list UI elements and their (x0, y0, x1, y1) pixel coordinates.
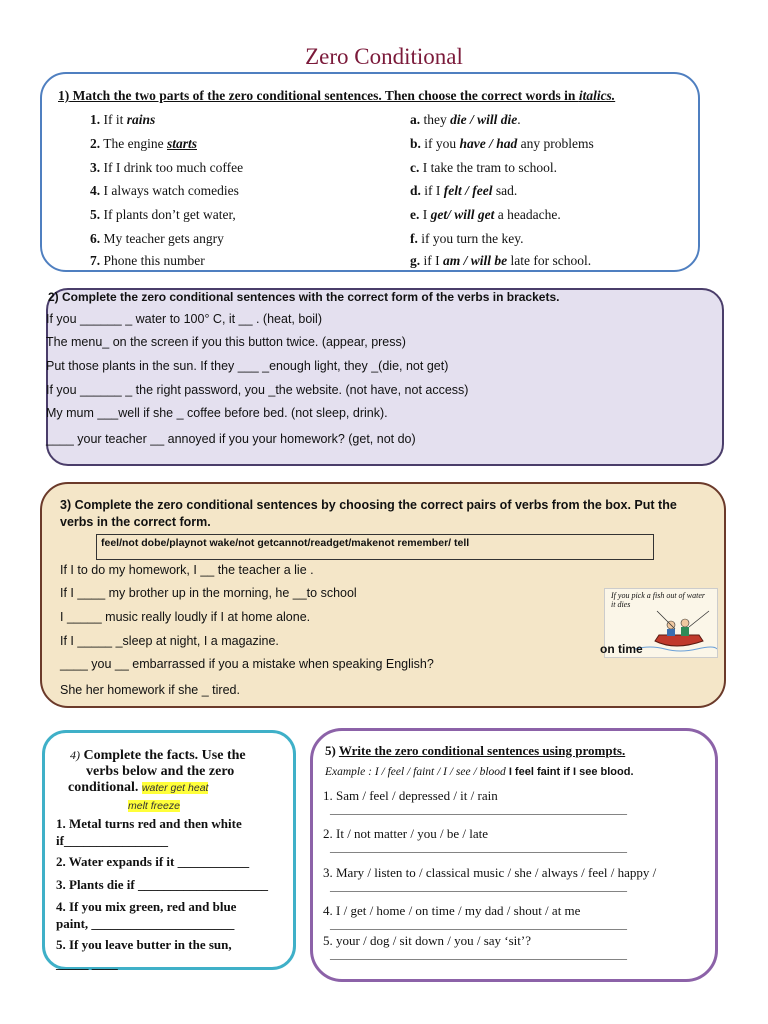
match-item-4: 4. I always watch comedies (90, 183, 239, 198)
match-option-f: f. if you turn the key. (410, 231, 524, 246)
verb-box: feel/not dobe/playnot wake/not getcannot/readget/makenot remember/ tell (96, 534, 654, 560)
exercise-5-answer-line: ______________________________________________________ (330, 804, 627, 816)
exercise-2-sentence: The menu_ on the screen if you this button twice. (appear, press) (46, 335, 406, 349)
exercise-1-instruction: 1) Match the two parts of the zero conditional sentences. Then choose the correct words in italics. (58, 88, 616, 103)
exercise-4-instruction-line-3: conditional. water get heat (68, 780, 209, 795)
exercise-2-sentence: My mum ___well if she _ coffee before bed. (not sleep, drink). (46, 406, 388, 420)
exercise-3-sentence: If I to do my homework, I __ the teacher a lie . (60, 563, 314, 577)
page-title: Zero Conditional (305, 44, 463, 69)
exercise-5-prompt: 2. It / not matter / you / be / late (323, 826, 488, 841)
match-item-5: 5. If plants don’t get water, (90, 207, 236, 222)
illustration-caption: If you pick a fish out of water it dies (611, 591, 705, 609)
exercise-5-prompt: 4. I / get / home / on time / my dad / shout / at me (323, 903, 581, 918)
exercise-4-instruction-line-2: verbs below and the zero (86, 764, 235, 779)
exercise-4-instruction-line-1: 4) Complete the facts. Use the (70, 748, 246, 763)
exercise-2-sentence: If you ______ _ water to 100° C, it __ . (heat, boil) (46, 312, 322, 326)
match-option-g: g. if I am / will be late for school. (410, 253, 592, 268)
exercise-4-item: 3. Plants die if ____________________ (56, 877, 268, 892)
exercise-5-answer-line: ______________________________________________________ (330, 881, 627, 893)
exercise-5-answer-line: ______________________________________________________ (330, 842, 627, 854)
exercise-3-sentence: If I _____ _sleep at night, I a magazine. (60, 634, 279, 648)
illustration-label: on time (600, 642, 643, 656)
match-option-e: e. I get/ will get a headache. (410, 207, 561, 222)
exercise-2-sentence: ____ your teacher __ annoyed if you your homework? (get, not do) (46, 432, 416, 446)
exercise-5-prompt: 3. Mary / listen to / classical music / she / always / feel / happy / (323, 865, 657, 880)
exercise-3-instruction-line-1: 3) Complete the zero conditional sentences by choosing the correct pairs of verbs from the box. Put the (60, 498, 677, 512)
exercise-5-prompt: 5. your / dog / sit down / you / say ‘sit’? (323, 933, 531, 948)
exercise-2-sentence: If you ______ _ the right password, you _the website. (not have, not access) (46, 383, 469, 397)
exercise-4-item: 5. If you leave butter in the sun, (56, 937, 232, 952)
exercise-4-item: paint, ______________________ (56, 916, 235, 931)
match-item-1: 1. If it rains (90, 112, 156, 127)
exercise-5-example: Example : I / feel / faint / I / see / blood I feel faint if I see blood. (325, 766, 634, 778)
match-option-d: d. if I felt / feel sad. (410, 183, 518, 198)
exercise-3-sentence: I _____ music really loudly if I at home alone. (60, 610, 311, 624)
exercise-4-item: 1. Metal turns red and then white (56, 816, 242, 831)
exercise-4-item: if________________ (56, 833, 168, 848)
exercise-3-instruction-line-2: verbs in the correct form. (60, 515, 211, 529)
exercise-5-instruction: 5) Write the zero conditional sentences using prompts. (325, 743, 626, 758)
match-option-a: a. they die / will die. (410, 112, 521, 127)
exercise-5-answer-line: ______________________________________________________ (330, 919, 627, 931)
match-item-7: 7. Phone this number (90, 253, 205, 268)
match-option-b: b. if you have / had any problems (410, 136, 594, 151)
exercise-3-sentence: She her homework if she _ tired. (60, 683, 240, 697)
exercise-4-item: 2. Water expands if it ___________ (56, 854, 250, 869)
exercise-5-answer-line: ______________________________________________________ (330, 949, 627, 961)
exercise-3-sentence: If I ____ my brother up in the morning, he __to school (60, 586, 357, 600)
match-item-2: 2. The engine starts (90, 136, 197, 151)
exercise-3-sentence: ____ you __ embarrassed if you a mistake when speaking English? (60, 657, 434, 671)
exercise-4-item: 4. If you mix green, red and blue (56, 899, 237, 914)
match-item-6: 6. My teacher gets angry (90, 231, 224, 246)
match-item-3: 3. If I drink too much coffee (90, 160, 244, 175)
exercise-2-sentence: Put those plants in the sun. If they ___ _enough light, they _(die, not get) (46, 359, 449, 373)
exercise-5-prompt: 1. Sam / feel / depressed / it / rain (323, 788, 498, 803)
verbs-highlight: water get heat (141, 782, 209, 794)
verbs-highlight-2: melt freeze (128, 800, 180, 812)
exercise-4-item: _____ ____ (56, 956, 118, 971)
exercise-2-instruction: 2) Complete the zero conditional sentences with the correct form of the verbs in brackets. (48, 290, 560, 304)
match-option-c: c. I take the tram to school. (410, 160, 557, 175)
